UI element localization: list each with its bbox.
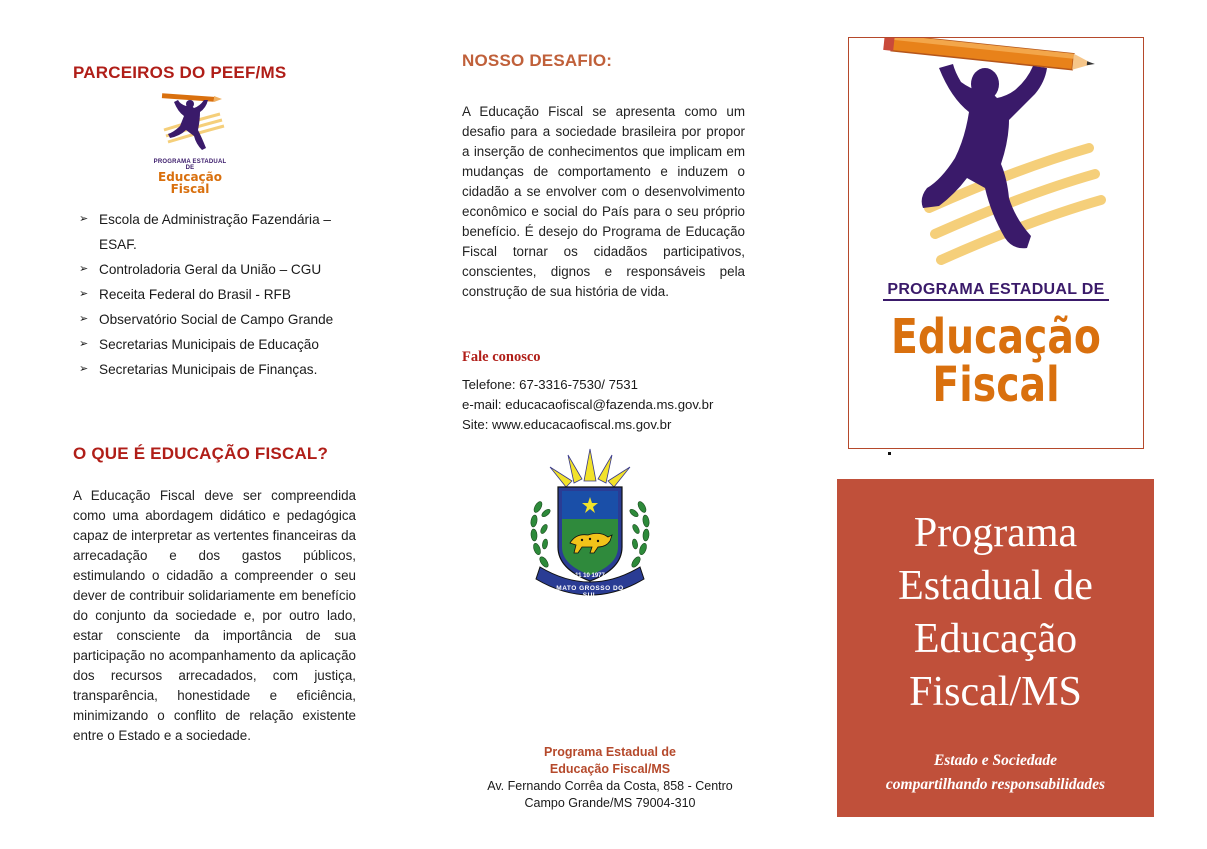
contact-block — [462, 375, 762, 435]
small-logo-caption: PROGRAMA ESTADUAL DE — [153, 159, 227, 171]
arrow-bullet-icon: ➢ — [79, 313, 89, 325]
list-item: ➢ Observatório Social de Campo Grande — [73, 307, 363, 332]
state-seal — [520, 447, 660, 609]
partners-list — [73, 207, 363, 382]
contact-heading: Fale conosco — [462, 349, 541, 365]
arrow-bullet-icon: ➢ — [79, 338, 89, 350]
footer-program-name-2: Educação Fiscal/MS — [549, 762, 671, 776]
dot-mark — [888, 452, 891, 455]
arrow-bullet-icon: ➢ — [79, 213, 89, 225]
cover-title-line: Programa — [913, 510, 1078, 556]
footer-city: Campo Grande/MS 79004-310 — [524, 796, 696, 810]
cover-subtitle-line1: Estado e Sociedade — [933, 752, 1058, 769]
cover-subtitle — [837, 749, 1154, 797]
runner-pencil-icon — [869, 38, 1129, 288]
list-item: ➢ Secretarias Municipais de Educação — [73, 332, 363, 357]
big-logo-line1: Educação — [891, 309, 1101, 365]
contact-phone: Telefone: 67-3316-7530/ 7531 — [462, 377, 638, 392]
cover-title-line: Educação — [913, 616, 1078, 662]
list-item: ➢ Receita Federal do Brasil - RFB — [73, 282, 363, 307]
small-logo-line1: Educação — [158, 170, 222, 184]
big-logo-caption: PROGRAMA ESTADUAL DE — [887, 281, 1105, 298]
list-item: ➢ Escola de Administração Fazendária – ESAF. — [73, 207, 363, 257]
cover-title-line: Estadual de — [898, 563, 1093, 609]
cover-panel — [837, 479, 1154, 817]
runner-pencil-icon — [150, 92, 230, 154]
footer-address — [478, 744, 742, 812]
partners-heading: PARCEIROS DO PEEF/MS — [73, 63, 287, 82]
list-item: ➢ Controladoria Geral da União – CGU — [73, 257, 363, 282]
contact-email[interactable]: e-mail: educacaofiscal@fazenda.ms.gov.br — [462, 397, 714, 412]
big-logo-underline — [883, 299, 1109, 301]
small-program-logo — [150, 92, 230, 196]
challenge-heading: NOSSO DESAFIO: — [462, 51, 613, 70]
seal-motto: MATO GROSSO DO SUL — [556, 585, 624, 599]
small-logo-line2: Fiscal — [170, 182, 210, 196]
footer-program-name-1: Programa Estadual de — [544, 745, 676, 759]
what-is-heading: O QUE É EDUCAÇÃO FISCAL? — [73, 444, 329, 463]
big-program-logo — [848, 37, 1144, 449]
list-item: ➢ Secretarias Municipais de Finanças. — [73, 357, 363, 382]
arrow-bullet-icon: ➢ — [79, 288, 89, 300]
cover-subtitle-line2: compartilhando responsabilidades — [885, 776, 1106, 793]
challenge-text: A Educação Fiscal se apresenta como um desafio para a sociedade brasileira por propor a inserção de conhecimentos que implicam em mudanças de comportamento e induzem o cidadão a se envolver com o desenvolvimento econômico e social do País para o seu próprio benefício. É desejo do Programa de Educação Fiscal tornar os cidadãos participativos, conscientes, dignos e responsáveis pela construção de sua história de vida. — [462, 104, 745, 299]
cover-title-line: Fiscal/MS — [909, 669, 1082, 715]
cover-title — [837, 479, 1154, 719]
footer-street: Av. Fernando Corrêa da Costa, 858 - Centro — [487, 779, 733, 793]
arrow-bullet-icon: ➢ — [79, 363, 89, 375]
big-logo-line2: Fiscal — [932, 357, 1060, 413]
seal-date: 11 10 1977 — [575, 573, 605, 579]
arrow-bullet-icon: ➢ — [79, 263, 89, 275]
what-is-text: A Educação Fiscal deve ser compreendida como uma abordagem didático e pedagógica capaz de interpretar as vertentes financeiras da arrecadação e dos gastos públicos, estimulando o cidadão a compreender o seu dever de contribuir solidariamente em benefício do conjunto da sociedade e, por outro lado, estar consciente da importância de sua participação no acompanhamento da aplicação dos recursos arrecadados, com justiça, transparência, honestidade e eficiência, minimizando o conflito de relação existente entre o Estado e a sociedade. — [73, 488, 356, 743]
contact-site[interactable]: Site: www.educacaofiscal.ms.gov.br — [462, 417, 672, 432]
